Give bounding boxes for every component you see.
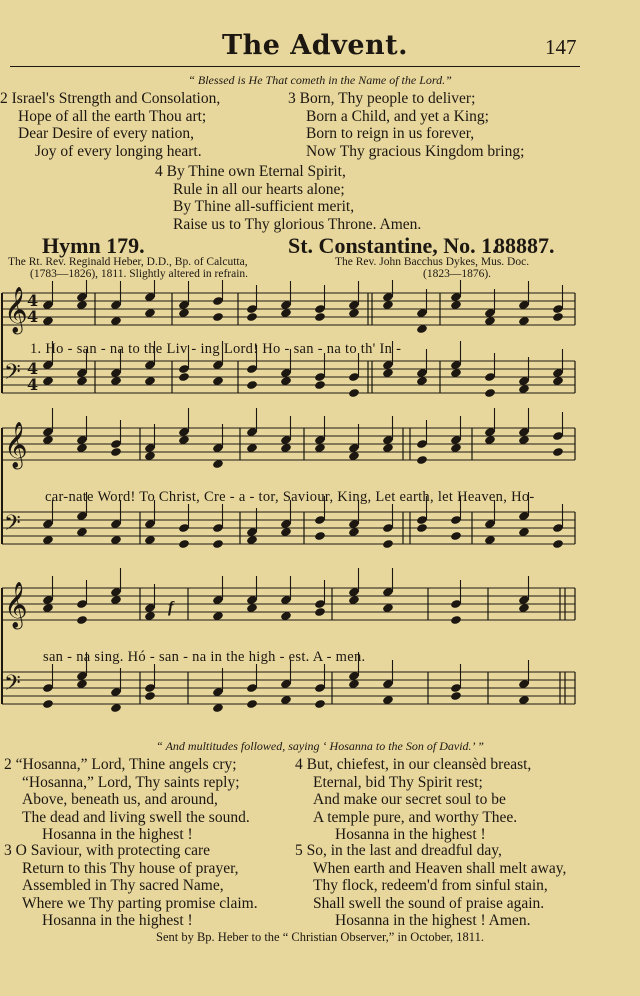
treble-clef-icon: 𝄞 — [4, 422, 28, 468]
meter: 88887. — [494, 233, 555, 258]
verse-line: Born to reign in us forever, — [306, 125, 475, 142]
note-head — [416, 455, 428, 465]
verse-line: 4 But, chiefest, in our cleansèd breast, — [295, 756, 532, 773]
bass-clef-icon: 𝄢 — [4, 511, 21, 541]
verse-line: Thy flock, redeem'd from sinful stain, — [313, 877, 548, 894]
verse-line: And make our secret soul to be — [313, 791, 506, 808]
verse-3-top — [288, 90, 524, 160]
verse-2-top — [0, 90, 220, 160]
note-head — [450, 691, 462, 701]
hymn-number: Hymn 179. — [42, 233, 145, 258]
note-head — [178, 372, 190, 382]
verse-line: Born a Child, and yet a King; — [306, 107, 489, 125]
author-line: The Rt. Rev. Reginald Heber, D.D., Bp. of Calcutta, — [8, 256, 248, 268]
treble-clef-icon: 𝄞 — [4, 582, 28, 628]
note-head — [42, 699, 54, 709]
mid-quote: “ And multitudes followed, saying ‘ Hosanna to the Son of David.’ ” — [156, 739, 484, 753]
note-head — [450, 615, 462, 625]
verse-line: 5 So, in the last and dreadful day, — [295, 842, 502, 859]
verse-line: By Thine all-sufficient merit, — [173, 198, 355, 215]
verse-line: When earth and Heaven shall melt away, — [313, 859, 567, 877]
note-head — [484, 388, 496, 398]
composer-line: The Rev. John Bacchus Dykes, Mus. Doc. — [335, 256, 530, 268]
note-head — [246, 699, 258, 709]
verse-3-bottom — [4, 842, 258, 930]
time-signature: 4 — [27, 359, 39, 378]
lyrics-line-2: car-nate Word! To Christ, Cre - a - tor, Saviour, King, Let earth, let Heaven, Ho- — [45, 489, 535, 505]
page-number: 147 — [545, 35, 577, 59]
verse-line: Hope of all the earth Thou art; — [18, 107, 207, 125]
note-head — [416, 523, 428, 533]
lyrics-line-3: san - na sing. Hó - san - na in the high - est. A - men. — [43, 649, 366, 665]
verse-line: Return to this Thy house of prayer, — [22, 859, 239, 877]
verse-line: A temple pure, and worthy Thee. — [313, 808, 518, 826]
note-head — [144, 691, 156, 701]
verse-line: Now Thy gracious Kingdom bring; — [306, 142, 525, 160]
verse-line: Hosanna in the highest ! — [42, 826, 193, 843]
verse-2-bottom — [4, 756, 250, 844]
note-head — [450, 531, 462, 541]
note-head — [246, 380, 258, 390]
verse-line: “Hosanna,” Lord, Thy saints reply; — [22, 773, 240, 791]
verse-line: Hosanna in the highest ! — [42, 912, 193, 929]
note-head — [314, 607, 326, 617]
bass-clef-icon: 𝄢 — [4, 671, 21, 701]
verse-line: 2 “Hosanna,” Lord, Thine angels cry; — [4, 756, 237, 773]
verse-line: 3 O Saviour, with protecting care — [4, 842, 210, 859]
note-head — [110, 447, 122, 457]
note-head — [212, 312, 224, 322]
lyrics-line-1: 1. Ho - san - na to the Liv - ing Lord! Ho - san - na to th' In - — [30, 341, 402, 357]
note-head — [348, 388, 360, 398]
author-line: (1783—1826), 1811. Slightly altered in refrain. — [30, 268, 249, 280]
verse-line: Dear Desire of every nation, — [18, 125, 195, 142]
verse-line: The dead and living swell the sound. — [22, 808, 250, 826]
composer-line: (1823—1876). — [423, 268, 492, 280]
time-signature: 4 — [27, 291, 39, 310]
verse-4-top — [155, 163, 421, 233]
note-head — [212, 539, 224, 549]
tune-name: St. Constantine, No. 1. — [288, 233, 498, 258]
note-head — [314, 699, 326, 709]
verse-line: Hosanna in the highest ! — [335, 826, 486, 843]
note-head — [314, 312, 326, 322]
time-signature: 4 — [27, 307, 39, 326]
verse-line: Hosanna in the highest ! Amen. — [335, 912, 531, 929]
verse-line: Shall swell the sound of praise again. — [313, 894, 545, 912]
note-head — [552, 539, 564, 549]
note-head — [314, 380, 326, 390]
verse-4-bottom — [295, 756, 531, 844]
verse-5-bottom — [295, 842, 566, 930]
treble-clef-icon: 𝄞 — [4, 287, 28, 333]
note-head — [76, 615, 88, 625]
verse-line: Where we Thy parting promise claim. — [22, 894, 258, 912]
note-head — [178, 539, 190, 549]
verse-line: 2 Israel's Strength and Consolation, — [0, 90, 221, 107]
verse-line: 3 Born, Thy people to deliver; — [288, 90, 476, 107]
author-credit — [8, 256, 248, 280]
header-rule — [10, 66, 580, 67]
verse-line: Rule in all our hearts alone; — [173, 180, 345, 198]
page-title: The Advent. — [222, 30, 408, 61]
time-signature: 4 — [27, 375, 39, 394]
note-head — [382, 539, 394, 549]
bass-clef-icon: 𝄢 — [4, 360, 21, 390]
note-head — [552, 312, 564, 322]
composer-credit — [335, 256, 529, 280]
verse-line: Raise us to Thy glorious Throne. Amen. — [173, 215, 422, 233]
verse-line: Joy of every longing heart. — [35, 142, 202, 160]
note-head — [314, 531, 326, 541]
verse-line: Above, beneath us, and around, — [22, 791, 218, 808]
verse-line: Eternal, bid Thy Spirit rest; — [313, 773, 483, 791]
verse-line: Assembled in Thy sacred Name, — [22, 877, 224, 894]
note-head — [552, 447, 564, 457]
verse-line: 4 By Thine own Eternal Spirit, — [155, 163, 346, 180]
dynamic-marking: f — [168, 599, 174, 616]
footer-note: Sent by Bp. Heber to the “ Christian Observer,” in October, 1811. — [156, 930, 484, 944]
note-head — [246, 312, 258, 322]
top-quote: “ Blessed is He That cometh in the Name of the Lord.” — [188, 73, 452, 87]
